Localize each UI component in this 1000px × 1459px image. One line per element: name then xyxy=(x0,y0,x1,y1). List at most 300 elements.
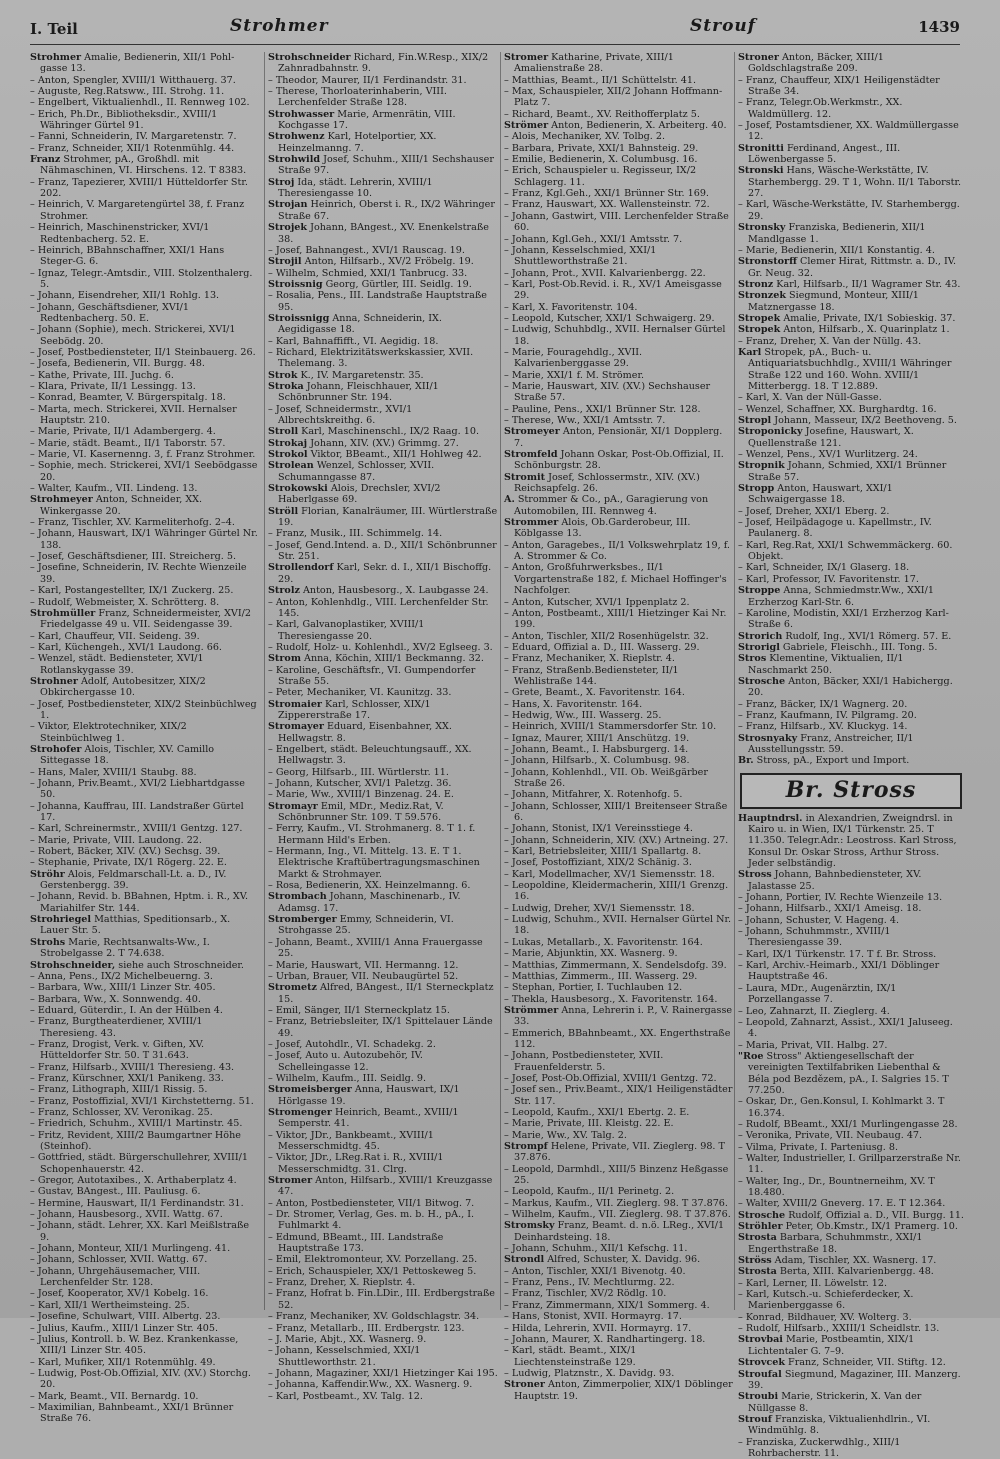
directory-entry: – Engelbert, städt. Beleuchtungsauff., XX. Hellwagstr. 3. xyxy=(268,743,472,767)
directory-entry: – Ludwig, Dreher, XV/1 Siemensstr. 18. xyxy=(504,902,695,914)
directory-entry: Stroll Karl, Maschinenschl., IX/2 Raag. 10. xyxy=(268,426,479,438)
directory-entry: – Marie, XXI/1 f. M. Strömer. xyxy=(504,369,645,381)
directory-entry: Strohwenz Karl, Hotelportier, XX. Heinzelmanng. 7. xyxy=(268,131,437,154)
directory-entry: Strollendorf Karl, Sekr. d. I., XII/1 Bischoffg. 29. xyxy=(268,562,492,585)
directory-entry: – Josefa, Bedienerin, VII. Burgg. 48. xyxy=(30,358,205,370)
directory-entry: – Franz, Schneider, XII/1 Rotenmühlg. 44. xyxy=(30,142,235,154)
directory-entry: Stronitti Ferdinand, Angest., III. Löwenbergasse 5. xyxy=(738,142,901,166)
directory-entry: Strolean Wenzel, Schlosser, XVII. Schumanngasse 87. xyxy=(268,460,435,483)
directory-entry: – Franz, Chauffeur, XIX/1 Heiligenstädter Straße 34. xyxy=(738,74,940,98)
directory-entry: – Urban, Brauer, VII. Neubaugürtel 52. xyxy=(268,970,459,982)
directory-entry: Strok K., IV. Margaretenstr. 35. xyxy=(268,369,424,381)
directory-entry: – Karl, IX/1 Türkenstr. 17. T f. Br. Stross. xyxy=(738,948,937,960)
directory-entry: – Marie, Private, II/1 Adambergerg. 4. xyxy=(30,426,216,438)
directory-entry: – Karl, Chauffeur, VII. Seideng. 39. xyxy=(30,630,200,642)
directory-entry: – Kathe, Private, III. Juchg. 6. xyxy=(30,369,174,381)
directory-entry: – Johann, Kesselschmied, XXI/1 Shuttleworthstr. 21. xyxy=(268,1345,421,1368)
directory-entry: Strommer Alois, Ob.Garderobeur, III. Köblgasse 13. xyxy=(504,517,691,540)
directory-entry: Strojil Anton, Hilfsarb., XV/2 Fröbelg. 19. xyxy=(268,256,474,268)
directory-entry: A. Strommer & Co., pA., Garagierung von Automobilen, III. Rennweg 4. xyxy=(504,494,709,517)
directory-entry: – Heinrich, XVIII/1 Stammersdorfer Str. 10. xyxy=(504,721,717,733)
directory-entry: – Josef, Schneidermstr., XVI/1 Albrechtskreithg. 6. xyxy=(268,403,413,426)
directory-entry: Stropp Anton, Hauswart, XXI/1 Schwaigergasse 18. xyxy=(738,483,893,506)
directory-entry: – Johann, Kgl.Geh., XXI/1 Amtsstr. 7. xyxy=(504,233,683,245)
directory-entry: – Johanna, Kauffrau, III. Landstraßer Gürtel 17. xyxy=(30,800,244,824)
directory-entry: – Heinrich, V. Margaretengürtel 38, f. Franz Strohmer. xyxy=(30,199,245,222)
directory-entry: – Karl, Schreinermstr., XVIII/1 Gentzg. 127. xyxy=(30,823,243,835)
directory-entry: – Matthias, Zimmerm., III. Wasserg. 29. xyxy=(504,970,698,982)
directory-entry: – Karl, Professor, IV. Favoritenstr. 17. xyxy=(738,573,919,585)
directory-entry: Stronz Karl, Hilfsarb., II/1 Wagramer Str. 43. xyxy=(738,278,961,290)
directory-entry: Stroubi Marie, Strickerin, X. Van der Nüllgasse 8. xyxy=(738,1391,922,1414)
directory-entry: – Johann, Hilfsarb., X. Columbusg. 98. xyxy=(504,755,690,767)
directory-entry: – Johann, Kohlenhdl., VII. Ob. Weißgärber Straße 26. xyxy=(504,766,708,789)
directory-entry: – Karl, Archiv.-Heimarb., XXI/1 Döblinger Hauptstraße 46. xyxy=(738,960,940,983)
directory-entry: – Walter, Industrieller, I. Grillparzerstraße Nr. 11. xyxy=(738,1152,961,1176)
directory-entry: – Johann, Mitfahrer, X. Rotenhofg. 5. xyxy=(504,789,683,801)
directory-entry: – Josef, Geschäftsdiener, III. Streicherg. 5. xyxy=(30,551,237,563)
directory-entry: – Barbara, Ww., X. Sonnwendg. 40. xyxy=(30,993,201,1005)
directory-entry: – Emil, Elektromonteur, XV. Porzellang. 25. xyxy=(268,1254,478,1266)
directory-entry: Stroponicky Josefine, Hauswart, X. Quellenstraße 121. xyxy=(738,426,914,449)
directory-entry: – Ludwig, Platznstr., X. Davidg. 93. xyxy=(504,1367,675,1379)
directory-entry: – Josef, Postoffiziant, XIX/2 Schänig. 3. xyxy=(504,857,692,869)
directory-entry: – Johann, Gastwirt, VIII. Lerchenfelder Straße 60. xyxy=(504,210,729,234)
directory-entry: Ströhr Alois, Feldmarschall-Lt. a. D., IV. Gerstenbergg. 39. xyxy=(30,868,227,892)
left-running-head: Strohmer xyxy=(230,16,329,36)
directory-entry: – Peter, Mechaniker, VI. Kaunitzg. 33. xyxy=(268,687,452,699)
page-header xyxy=(30,16,960,46)
directory-entry: – Rudolf, Webmeister, X. Schrötterg. 8. xyxy=(30,596,220,608)
directory-entry: – Veronika, Private, VII. Neubaug. 47. xyxy=(738,1130,923,1142)
directory-entry: – Marie, VI. Kasernenng. 3, f. Franz Strohmer. xyxy=(30,449,256,461)
directory-entry: – Franz, Drogist, Verk. v. Giften, XV. Hütteldorfer Str. 50. T 31.643. xyxy=(30,1038,205,1062)
directory-entry: Strosche Rudolf, Offizial a. D., VII. Burgg. 11. xyxy=(738,1209,964,1221)
directory-entry: – Marie, Hauswart, VII. Hermanng. 12. xyxy=(268,959,459,971)
directory-entry: – Marie, Private, VIII. Laudong. 22. xyxy=(30,834,202,846)
directory-entry: Stropek Anton, Hilfsarb., X. Quarinplatz 1. xyxy=(738,324,950,336)
directory-entry: – Franz, Hauswart, XX. Wallensteinstr. 72. xyxy=(504,199,710,211)
directory-entry: – Karl, Bahnaffifft., VI. Aegidig. 18. xyxy=(268,335,439,347)
directory-entry: – Leopold, Kaufm., XXI/1 Ebertg. 2. E. xyxy=(504,1106,690,1118)
directory-entry: – Ignaz, Telegr.-Amtsdir., VIII. Stolzenthalerg. 5. xyxy=(30,267,253,290)
directory-entry: – Ludwig, Schuhm., XVII. Hernalser Gürtel Nr. 18. xyxy=(504,914,732,937)
directory-entry: – Karl, Schneider, IX/1 Glaserg. 18. xyxy=(738,562,910,574)
directory-entry: – Maximilian, Bahnbeamt., XXI/1 Brünner Straße 76. xyxy=(30,1401,234,1425)
directory-entry: Strojan Heinrich, Oberst i. R., IX/2 Währinger Straße 67. xyxy=(268,199,495,222)
directory-entry: – Karl, Postangestellter, IX/1 Zuckerg. 25. xyxy=(30,585,234,597)
right-running-head: Strouf xyxy=(690,16,757,36)
directory-entry: – Johann, Beamt., I. Habsburgerg. 14. xyxy=(504,743,689,755)
directory-entry: – Walter, XVIII/2 Gneverg. 17. E. T 12.364. xyxy=(738,1198,946,1210)
directory-entry: – Dr. Stromer, Verlag, Ges. m. b. H., pA., I. Fuhlmarkt 4. xyxy=(268,1209,475,1232)
directory-entry: – Theodor, Maurer, II/1 Ferdinandstr. 31. xyxy=(268,74,467,86)
directory-entry: Strömer Anton, Bedienerin, X. Arbeiterg. 40. xyxy=(504,120,727,132)
directory-entry: Stromayer Eduard, Eisenbahner, XX. Hellwagstr. 8. xyxy=(268,721,452,744)
header-rule xyxy=(30,44,960,45)
directory-entry: – Oskar, Dr., Gen.Konsul, I. Kohlmarkt 3. T 16.374. xyxy=(738,1096,945,1119)
directory-column-2 xyxy=(264,52,498,1402)
directory-entry: – Stephan, Portier, I. Tuchlauben 12. xyxy=(504,982,683,994)
directory-entry: Stroka Johann, Fleischhauer, XII/1 Schönbrunner Str. 194. xyxy=(268,380,439,404)
directory-entry: – Anton, Kohlenhdlg., VIII. Lerchenfelder Str. 145. xyxy=(268,596,489,619)
directory-entry: – Rosalia, Pens., III. Landstraße Hauptstraße 95. xyxy=(268,290,487,313)
directory-entry: – Emmerich, BBahnbeamt., XX. Engerthstraße 112. xyxy=(504,1027,731,1050)
directory-entry: – Grete, Beamt., X. Favoritenstr. 164. xyxy=(504,687,685,699)
directory-entry: – Wenzel, städt. Bediensteter, XVI/1 Rotlanskygasse 39. xyxy=(30,653,204,676)
directory-entry: – Hilda, Lehrerin, XVII. Hormayrg. 17. xyxy=(504,1322,692,1334)
directory-entry: – Josef, Kooperator, XV/1 Kobelg. 16. xyxy=(30,1288,209,1300)
directory-entry: Strompf Helene, Private, VII. Zieglerg. 98. T 37.876. xyxy=(504,1141,725,1164)
directory-entry: – Franz, Schlosser, XV. Veronikag. 25. xyxy=(30,1106,213,1118)
directory-entry: – Johann, Priv.Beamt., XVI/2 Liebhartdgasse 50. xyxy=(30,778,245,801)
directory-entry: – Franz, Telegr.Ob.Werkmstr., XX. Waldmüllerg. 12. xyxy=(738,97,903,120)
directory-entry: – Johann, Monteur, XII/1 Murlingeng. 41. xyxy=(30,1243,231,1255)
directory-entry: – Josef, Postamtsdiener, XX. Waldmüllergasse 12. xyxy=(738,120,959,143)
directory-entry: – Johann, Portier, IV. Rechte Wienzeile 13. xyxy=(738,892,943,904)
directory-entry: – Julius, Kaufm., XIII/1 Linzer Str. 405. xyxy=(30,1322,219,1334)
directory-entry: – Ignaz, Maurer, XIII/1 Anschützg. 19. xyxy=(504,732,690,744)
directory-entry: Stropek Amalie, Private, IX/1 Sobieskig. 37. xyxy=(738,312,956,324)
directory-entry: – Anton, Postbeamt., XIII/1 Hietzinger Kai Nr. 199. xyxy=(504,607,727,631)
directory-entry: Strohriegel Matthias, Speditionsarb., X. Lauer Str. 5. xyxy=(30,914,231,937)
directory-entry: Stromer Anton, Hilfsarb., XVIII/1 Kreuzgasse 47. xyxy=(268,1175,493,1198)
directory-entry: – Johann, Schlosser, XIII/1 Breitenseer Straße 6. xyxy=(504,800,728,824)
advertisement-box: Br. Stross xyxy=(740,773,962,809)
directory-entry: – Josef, Postbediensteter, XIX/2 Steinbüchlweg 1. xyxy=(30,698,257,721)
directory-entry: Stromeisberger Anna, Hauswart, IX/1 Hörlgasse 19. xyxy=(268,1084,460,1107)
directory-entry: – Eduard, Güterdir., I. An der Hülben 4. xyxy=(30,1004,223,1016)
directory-entry: Stropnik Johann, Schmied, XXI/1 Brünner Straße 57. xyxy=(738,460,947,483)
directory-entry: – Karl, Mufiker, XII/1 Rotenmühlg. 49. xyxy=(30,1356,216,1368)
directory-entry: Strondl Alfred, Schuster, X. Davidg. 96. xyxy=(504,1254,701,1266)
directory-entry: – Marie, Ww., XVIII/1 Binzenag. 24. E. xyxy=(268,789,454,801)
directory-entry: Ströss Adam, Tischler, XX. Wasnerg. 17. xyxy=(738,1255,937,1267)
directory-entry: – Alois, Mechaniker, XV. Tolbg. 2. xyxy=(504,131,666,143)
directory-entry: Stromenger Heinrich, Beamt., XVIII/1 Semperstr. 41. xyxy=(268,1106,459,1130)
directory-entry: – Lukas, Metallarb., X. Favoritenstr. 164. xyxy=(504,936,703,948)
directory-entry: – Franz, Betriebsleiter, IX/1 Spittelauer Lände 49. xyxy=(268,1016,493,1039)
directory-entry: – Karl, Kutsch.-u. Schieferdecker, X. Marienberggasse 6. xyxy=(738,1289,914,1312)
directory-entry: – Anna, Pens., IX/2 Michelbeuerng. 3. xyxy=(30,970,213,982)
directory-entry: Strohofer Alois, Tischler, XV. Camillo Sittegasse 18. xyxy=(30,743,215,767)
directory-entry: – Franz, Kaufmann, IV. Pilgramg. 20. xyxy=(738,709,917,721)
directory-column-4 xyxy=(734,52,964,1459)
directory-entry: Karl Stropek, pA., Buch- u. Antiquariatsbuchhdlg., XVIII/1 Währinger Straße 122 und 160. Wohn. XVIII/1 Mitterbergg. 18. T 12.889. xyxy=(738,346,952,392)
directory-entry: – Konrad, Bildhauer, XV. Wolterg. 3. xyxy=(738,1311,912,1323)
directory-entry: Stroissnigg Anna, Schneiderin, IX. Aegidigasse 18. xyxy=(268,312,442,336)
directory-entry: – Johann, Uhrgehäusemacher, VIII. Lerchenfelder Str. 128. xyxy=(30,1265,201,1289)
directory-entry: – Johann, Kesselschmied, XXI/1 Shuttleworthstraße 21. xyxy=(504,244,657,268)
directory-entry: – Gregor, Autotaxibes., X. Arthaberplatz 4. xyxy=(30,1175,237,1187)
directory-entry: Strohwasser Marie, Armenrätin, VIII. Kochgasse 17. xyxy=(268,108,456,132)
directory-entry: – Wilhelm, Kaufm., III. Seidlg. 9. xyxy=(268,1072,427,1084)
directory-entry: – Johann, städt. Lehrer, XX. Karl Meißlstraße 9. xyxy=(30,1220,250,1243)
directory-entry: – Georg, Hilfsarb., III. Würtlerstr. 11. xyxy=(268,766,449,778)
directory-entry: – Hermine, Hauswart, II/1 Ferdinandstr. 31. xyxy=(30,1197,244,1209)
directory-entry: – Erich, Schauspieler u. Regisseur, IX/2 Schlagerg. 11. xyxy=(504,165,697,188)
directory-entry: – Karoline, Modistin, XXI/1 Erzherzog Karl-Straße 6. xyxy=(738,607,949,631)
directory-entry: – Marie, Abjunktin, XX. Wasnerg. 9. xyxy=(504,948,678,960)
directory-entry: Strohmeyer Anton, Schneider, XX. Winkergasse 20. xyxy=(30,494,203,517)
directory-entry: – Karl, städt. Beamt., XIX/1 Liechtensteinstraße 129. xyxy=(504,1345,637,1368)
directory-entry: – Rosa, Bedienerin, XX. Heinzelmanng. 6. xyxy=(268,880,471,892)
directory-entry: – Gottfried, städt. Bürgerschullehrer, XVIII/1 Schopenhauerstr. 42. xyxy=(30,1152,248,1175)
directory-entry: – Johann, Geschäftsdiener, XVI/1 Redtenbacherg. 50. E. xyxy=(30,301,189,324)
directory-entry: – Stephanie, Private, IX/1 Rögerg. 22. E. xyxy=(30,857,227,869)
directory-entry: – Karl, Lerner, II. Löwelstr. 12. xyxy=(738,1277,888,1289)
directory-entry: – Johann, Postbediensteter, XVII. Frauenfelderstr. 5. xyxy=(504,1050,664,1073)
directory-entry: – Johanna, Kaffendir.Ww., XX. Wasnerg. 9. xyxy=(268,1379,473,1391)
directory-entry: – Rudolf, Hilfsarb., XXIII/1 Scheidlstr. 13. xyxy=(738,1323,940,1335)
directory-entry: – Konrad, Beamter, V. Bürgerspitalg. 18. xyxy=(30,392,226,404)
directory-entry: – Johann, Prot., XVII. Kalvarienbergg. 22. xyxy=(504,267,706,279)
directory-entry: – Fanni, Schneiderin, IV. Margaretenstr. 7. xyxy=(30,131,237,143)
directory-entry: – Franz, Tapezierer, XVIII/1 Hütteldorfer Str. 202. xyxy=(30,176,248,200)
directory-entry: – Emilie, Bedienerin, X. Columbusg. 16. xyxy=(504,154,698,166)
directory-entry: Stroner Anton, Bäcker, XIII/1 Goldschlagstraße 209. xyxy=(738,52,884,75)
directory-entry: – Laura, MDr., Augenärztin, IX/1 Porzellangasse 7. xyxy=(738,982,897,1006)
directory-entry: – Johann, Schuster, V. Hageng. 4. xyxy=(738,914,900,926)
directory-entry: – Franziska, Zuckerwdhlg., XIII/1 Rohrbacherstr. 11. xyxy=(738,1436,901,1459)
directory-entry: – Josef, Gend.Intend. a. D., XII/1 Schönbrunner Str. 251. xyxy=(268,539,497,563)
directory-entry: – Anton, Postbediensteter, VII/1 Bitwog. 7. xyxy=(268,1197,475,1209)
directory-entry: Stroufal Siegmund, Magaziner, III. Manzerg. 39. xyxy=(738,1368,961,1391)
directory-entry: – Karl, X. Favoritenstr. 104. xyxy=(504,301,638,313)
directory-entry: – Leopold, Zahnarzt, Assist., XXI/1 Jaluseeg. 4. xyxy=(738,1016,953,1040)
directory-entry: Strojek Johann, BAngest., XV. Enenkelstraße 38. xyxy=(268,222,489,245)
directory-entry: – Johann, Schneiderin, XIV. (XV.) Artneing. 27. xyxy=(504,834,729,846)
directory-entry: – Franz, Pens., IV. Mechtlurmg. 22. xyxy=(504,1277,675,1289)
directory-entry: – Viktor, JDr., Bankbeamt., XVIII/1 Messerschmidtg. 45. xyxy=(268,1129,434,1152)
directory-entry: Stroj Ida, städt. Lehrerin, XVIII/1 Theresiengasse 10. xyxy=(268,176,433,200)
directory-entry: – Franz, Bäcker, IX/1 Wagnerg. 20. xyxy=(738,698,908,710)
directory-entry: – Therese, Thorloaterinhaberin, VIII. Lerchenfelder Straße 128. xyxy=(268,86,447,109)
directory-entry: – Leo, Zahnarzt, II. Zieglerg. 4. xyxy=(738,1005,890,1017)
directory-entry: – Johann, Schuhm., XII/1 Kefschg. 11. xyxy=(504,1243,688,1255)
directory-entry: Stromayr Emil, MDr., Mediz.Rat, V. Schönbrunner Str. 109. T 59.576. xyxy=(268,800,444,824)
directory-entry: – Johann, Schlosser, XVII. Wattg. 67. xyxy=(30,1254,208,1266)
directory-entry: – Thekla, Hausbesorg., X. Favoritenstr. 164. xyxy=(504,993,718,1005)
directory-entry: Strohschneider Richard, Fin.W.Resp., XIX/2 Zahnradbahnstr. 9. xyxy=(268,52,489,75)
directory-entry: – Erich, Ph.Dr., Bibliotheksdir., XVIII/1 Währinger Gürtel 91. xyxy=(30,108,218,132)
directory-entry: – Vilma, Private, I. Parteniusg. 8. xyxy=(738,1141,899,1153)
directory-entry: – Matthias, Zimmermann, X. Sendelsdofg. 39. xyxy=(504,959,727,971)
directory-entry: – Walter, Ing., Dr., Bountnerneihm, XV. T 18.480. xyxy=(738,1175,935,1198)
directory-entry: Stromsky Franz, Beamt. d. n.ö. LReg., XVI/1 Deinhardsteing. 18. xyxy=(504,1220,725,1243)
directory-entry: – Karl, Galvanoplastiker, XVIII/1 Theresiengasse 20. xyxy=(268,619,425,642)
directory-entry: – Hermann, Ing., VI. Mittelg. 13. E. T 1. Elektrische Kraftübertragungsmaschinen Markt & Strohmayer. xyxy=(268,846,480,880)
directory-entry: – Marie, Private, III. Kleistg. 22. E. xyxy=(504,1118,674,1130)
directory-entry: Stros Klementine, Viktualien, II/1 Naschmarkt 250. xyxy=(738,653,904,676)
directory-entry: Strohmer Amalie, Bedienerin, XII/1 Pohl-gasse 13. xyxy=(30,52,235,75)
directory-entry: Franz Strohmer, pA., Großhdl. mit Nähmaschinen, VI. Hirschens. 12. T 8383. xyxy=(30,154,247,177)
directory-entry: – Franz, Burgtheaterdiener, XVIII/1 Theresieng. 43. xyxy=(30,1016,203,1039)
directory-entry: Strokowski Alois, Drechsler, XVI/2 Haberlgasse 69. xyxy=(268,483,441,506)
directory-entry: – Friedrich, Schuhm., XVIII/1 Martinstr. 45. xyxy=(30,1118,243,1130)
directory-entry: – Mark, Beamt., VII. Bernardg. 10. xyxy=(30,1390,199,1402)
directory-entry: – Fritz, Revident, XIII/2 Baumgartner Höhe (Steinhof). xyxy=(30,1129,241,1152)
directory-entry: – Marie, Ww., XV. Talg. 2. xyxy=(504,1129,627,1141)
directory-entry: Br. Stross, pA., Export und Import. xyxy=(738,755,910,767)
directory-entry: Stropl Johann, Masseur, IX/2 Beethoveng. 5. xyxy=(738,415,957,426)
directory-entry: – Eduard, Offizial a. D., III. Wasserg. 29. xyxy=(504,641,700,653)
directory-entry: – Matthias, Beamt., II/1 Schüttelstr. 41. xyxy=(504,74,697,86)
directory-entry: Strolz Anton, Hausbesorg., X. Laubgasse 24. xyxy=(268,585,489,597)
directory-entry: Strohmüller Franz, Schneidermeister, XVI/2 Friedelgasse 49 u. VII. Seidengasse 39. xyxy=(30,607,251,631)
directory-entry: – Anton, Kutscher, XVI/1 Ippenplatz 2. xyxy=(504,596,690,608)
directory-entry: Stross Johann, Bahnbediensteter, XV. Jalastasse 25. xyxy=(738,869,922,892)
directory-entry: – Johann (Sophie), mech. Strickerei, XVI/1 Seebödg. 20. xyxy=(30,324,236,347)
directory-entry: Strosche Anton, Bäcker, XXI/1 Habichergg. 20. xyxy=(738,675,953,699)
directory-entry: – Johann, Beamt., XVIII/1 Anna Frauergasse 25. xyxy=(268,936,483,960)
directory-entry: Strombach Johann, Maschinenarb., IV. Adamsg. 17. xyxy=(268,891,461,914)
directory-entry: Stromaier Karl, Schlosser, XIX/1 Zippererstraße 17. xyxy=(268,698,431,721)
directory-entry: Strokaj Johann, XIV. (XV.) Grimmg. 27. xyxy=(268,437,459,449)
directory-entry: – Johann, Kutscher, XVI/1 Paletzg. 36. xyxy=(268,778,452,789)
directory-entry: Ströll Florian, Kanalräumer, III. Würtlerstraße 19. xyxy=(268,505,498,529)
directory-columns xyxy=(30,52,964,1459)
directory-entry: – Heinrich, Maschinenstricker, XVI/1 Redtenbacherg. 52. E. xyxy=(30,222,210,245)
directory-entry: Strouf Franziska, Viktualienhdlrin., VI. Windmühlg. 8. xyxy=(738,1413,931,1437)
directory-entry: – Richard, Beamt., XV. Reithofferplatz 5. xyxy=(504,108,700,120)
directory-entry: – Johann, Stonist, IX/1 Vereinsstiege 4. xyxy=(504,823,693,835)
directory-entry: – J. Marie, Abjt., XX. Wasnerg. 9. xyxy=(268,1333,427,1345)
directory-entry: – Franz, Dreher, X. Rieplstr. 4. xyxy=(268,1277,416,1289)
directory-entry: – Engelbert, Viktualienhdl., II. Rennweg 102. xyxy=(30,97,250,109)
directory-entry: Stroppe Anna, Schmiedmstr.Ww., XXI/1 Erzherzog Karl-Str. 6. xyxy=(738,585,934,608)
directory-entry: – Franz, Hofrat b. Fin.LDir., III. Erdbergstraße 52. xyxy=(268,1288,495,1311)
directory-entry: Strohner Adolf, Autobesitzer, XIX/2 Obkirchergasse 10. xyxy=(30,675,206,699)
directory-entry: – Karoline, Geschäftsfr., VI. Gumpendorfer Straße 55. xyxy=(268,664,476,687)
directory-entry: – Karl, Reg.Rat, XXI/1 Schwemmäckerg. 60. Objekt. xyxy=(738,539,953,563)
directory-entry: – Johann, Magaziner, XXI/1 Hietzinger Kai 195. xyxy=(268,1367,498,1379)
directory-entry: Stroissnig Georg, Gürtler, III. Seidlg. 19. xyxy=(268,278,472,290)
directory-entry: – Emil, Sänger, II/1 Sterneckplatz 15. xyxy=(268,1004,450,1016)
directory-entry: – Sophie, mech. Strickerei, XVI/1 Seebödgasse 20. xyxy=(30,460,258,483)
directory-entry: – Maria, Privat, VII. Halbg. 27. xyxy=(738,1039,888,1051)
directory-entry: – Franz, Tischler, XV. Karmeliterhofg. 2–4. xyxy=(30,517,235,529)
directory-entry: – Leopoldine, Kleidermacherin, XIII/1 Grenzg. 16. xyxy=(504,880,729,903)
directory-entry: – Anton, Spengler, XVIII/1 Witthauerg. 37. xyxy=(30,74,236,86)
directory-entry: Strorigl Gabriele, Fleischh., III. Tong. 5. xyxy=(738,641,938,653)
directory-entry: – Rudolf, Holz- u. Kohlenhdl., XV/2 Eglseeg. 3. xyxy=(268,641,493,653)
directory-entry: – Marie, Hauswart, XIV. (XV.) Sechshauser Straße 57. xyxy=(504,380,711,404)
directory-entry: – Franz, Kgl.Geh., XXI/1 Brünner Str. 169. xyxy=(504,188,709,200)
directory-entry: Strometz Alfred, BAngest., II/1 Sterneckplatz 15. xyxy=(268,982,494,1005)
directory-entry: – Heinrich, BBahnschaffner, XXI/1 Hans Steger-G. 6. xyxy=(30,244,225,268)
directory-entry: Strohs Marie, Rechtsanwalts-Ww., I. Strobelgasse 2. T 74.638. xyxy=(30,936,210,960)
directory-entry: Strosta Berta, XIII. Kalvarienbergg. 48. xyxy=(738,1266,934,1278)
directory-entry: Strömmer Anna, Lehrerin i. P., V. Rainergasse 33. xyxy=(504,1004,733,1028)
directory-column-3 xyxy=(500,52,734,1402)
directory-entry: – Johann, Hausbesorg., XVII. Wattg. 67. xyxy=(30,1209,223,1221)
directory-entry: – Karl, Küchengeh., XVI/1 Laudong. 66. xyxy=(30,641,222,653)
directory-entry: – Hedwig, Ww., III. Wasserg. 25. xyxy=(504,709,662,721)
part-label: I. Teil xyxy=(30,20,78,38)
directory-entry: – Hans, Maler, XVIII/1 Staubg. 88. xyxy=(30,766,197,778)
directory-entry: – Franz, Tischler, XV/2 Rödlg. 10. xyxy=(504,1288,667,1300)
directory-entry: – Anton, Großfuhrwerksbes., II/1 Vorgartenstraße 182, f. Michael Hoffinger's Nachfolger. xyxy=(504,562,727,597)
directory-entry: – Johann, Hilfsarb., XXI/1 Ameisg. 18. xyxy=(738,903,922,915)
directory-entry: Hauptndrsl. in Alexandrien, Zweigndrsl. in Kairo u. in Wien, IX/1 Türkenstr. 25. T 11.350. Telegr.Adr.: Leostross. Karl Stross, Konsul Dr. Oskar Stross, Arthur Stross. Jeder selbständig. xyxy=(738,812,957,870)
directory-entry: – Wilhelm, Kaufm., VII. Zieglerg. 98. T 37.876. xyxy=(504,1209,731,1221)
directory-entry: – Karl, XII/1 Wertheimsteing. 25. xyxy=(30,1299,190,1311)
directory-entry: – Josef, Bahnangest., XVI/1 Rauscag. 19. xyxy=(268,244,465,256)
directory-entry: Strosnyaky Franz, Anstreicher, II/1 Ausstellungsstr. 59. xyxy=(738,732,914,755)
directory-entry: – Therese, Ww., XXI/1 Amtsstr. 7. xyxy=(504,415,666,426)
directory-entry: Strorich Rudolf, Ing., XVI/1 Römerg. 57. E. xyxy=(738,630,952,642)
directory-entry: Stromberger Emmy, Schneiderin, VI. Strohgasse 25. xyxy=(268,914,454,937)
directory-entry: Stronzek Siegmund, Monteur, XIII/1 Matznergasse 18. xyxy=(738,290,919,313)
directory-entry: – Max, Schauspieler, XII/2 Johann Hoffmann-Platz 7. xyxy=(504,86,723,109)
directory-entry: – Julius, Kontroll. b. W. Bez. Krankenkasse, XIII/1 Linzer Str. 405. xyxy=(30,1333,239,1357)
directory-entry: – Pauline, Pens., XXI/1 Brünner Str. 128. xyxy=(504,403,701,415)
directory-entry: – Robert, Bäcker, XIV. (XV.) Sechsg. 39. xyxy=(30,846,221,858)
directory-entry: Stroner Anton, Zimmerpolier, XIX/1 Döblinger Hauptstr. 19. xyxy=(504,1379,733,1402)
directory-entry: – Karl, X. Van der Nüll-Gasse. xyxy=(738,392,882,404)
directory-entry: – Anton, Tischler, XXI/1 Bivenotg. 40. xyxy=(504,1265,686,1277)
directory-entry: – Erich, Schauspieler, XX/1 Pettoskeweg 5. xyxy=(268,1265,477,1277)
directory-entry: – Johann, Hauswart, IX/1 Währinger Gürtel Nr. 138. xyxy=(30,528,258,551)
directory-entry: – Franz, Kürschner, XXI/1 Panikeng. 33. xyxy=(30,1072,224,1084)
directory-entry: – Franz, Straßenb.Bediensteter, II/1 Wehlistraße 144. xyxy=(504,664,679,687)
directory-entry: – Franz, Postoffizial, XVI/1 Kirchstetterng. 51. xyxy=(30,1095,254,1107)
directory-entry: – Karl, Betriebsleiter, XIII/1 Spallartg. 8. xyxy=(504,846,702,858)
directory-entry: Ströhler Peter, Ob.Kmstr., IX/1 Pramerg. 10. xyxy=(738,1221,958,1233)
directory-entry: – Karl, Modellmacher, XV/1 Siemensstr. 18. xyxy=(504,868,715,880)
directory-entry: – Karl, Post-Ob.Revid. i. R., XV/1 Ameisgasse 29. xyxy=(504,278,722,302)
directory-entry: – Marie, Bedienerin, XII/1 Konstantig. 4. xyxy=(738,244,935,256)
directory-entry: – Franz, Musik., III. Schimmelg. 14. xyxy=(268,528,443,540)
directory-entry: – Hans, X. Favoritenstr. 164. xyxy=(504,698,643,710)
directory-entry: – Hans, Stonist, XVII. Hormayrg. 17. xyxy=(504,1311,682,1323)
directory-entry: – Viktor, Elektrotechniker, XIX/2 Steinbüchlweg 1. xyxy=(30,721,187,744)
directory-entry: – Franz, Dreher, X. Van der Nüllg. 43. xyxy=(738,335,922,347)
directory-entry: – Ferry, Kaufm., VI. Strohmanerg. 8. T 1. f. Hermann Hild's Erben. xyxy=(268,823,476,846)
directory-entry: – Johann, Maurer, X. Randhartingerg. 18. xyxy=(504,1333,706,1345)
directory-entry: – Leopold, Kutscher, XXI/1 Schwaigerg. 29. xyxy=(504,312,715,324)
directory-entry: Strovbai Marie, Postbeamtin, XIX/1 Lichtentaler G. 7–9. xyxy=(738,1334,915,1357)
directory-entry: – Johann, Eisendreher, XII/1 Rohlg. 13. xyxy=(30,290,220,302)
directory-entry: – Josef, Post-Ob.Offizial, XVIII/1 Gentzg. 72. xyxy=(504,1072,717,1084)
directory-entry: – Anton, Garagebes., II/1 Volkswehrplatz 19, f. A. Strommer & Co. xyxy=(504,539,730,563)
directory-entry: – Johann, Revid. b. BBahnen, Hptm. i. R., XV. Mariahilfer Str. 144. xyxy=(30,891,249,914)
directory-entry: – Ludwig, Schuhbdlg., XVII. Hernalser Gürtel 18. xyxy=(504,324,726,347)
directory-entry: – Leopold, Kaufm., II/1 Perinetg. 2. xyxy=(504,1186,675,1198)
directory-entry: Strom Anna, Köchin, XIII/1 Beckmanng. 32. xyxy=(268,653,484,665)
directory-entry: Stromfeld Johann Oskar, Post-Ob.Offizial, II. Schönburgstr. 28. xyxy=(504,449,724,472)
directory-entry: – Franz, Mechaniker, X. Rieplstr. 4. xyxy=(504,653,675,665)
directory-entry: Stromit Josef, Schlossermstr., XIV. (XV.) Reichsapfelg. 26. xyxy=(504,471,700,495)
directory-entry: Stronstorff Clemer Hirat, Rittmstr. a. D., IV. Gr. Neug. 32. xyxy=(738,256,957,279)
directory-entry: Strokol Viktor, BBeamt., XII/1 Hohlweg 42. xyxy=(268,449,482,461)
directory-entry: Strosta Barbara, Schuhmmstr., XXI/1 Engerthstraße 18. xyxy=(738,1232,923,1255)
directory-column-1 xyxy=(30,52,260,1425)
directory-entry: – Wenzel, Pens., XV/1 Wurlitzerg. 24. xyxy=(738,449,918,461)
directory-entry: – Walter, Kaufm., VII. Lindeng. 13. xyxy=(30,483,198,495)
directory-entry: – Franz, Zimmermann, XIX/1 Sommerg. 4. xyxy=(504,1299,710,1311)
directory-entry: Strohwild Josef, Schuhm., XIII/1 Sechshauser Straße 97. xyxy=(268,154,494,177)
directory-entry: – Marta, mech. Strickerei, XVII. Hernalser Hauptstr. 210. xyxy=(30,403,237,426)
directory-entry: – Klara, Private, II/1 Lessingg. 13. xyxy=(30,380,196,392)
directory-entry: – Karl, Wäsche-Werkstätte, IV. Starhembergg. 29. xyxy=(738,199,960,222)
directory-entry: – Josef, Dreher, XXI/1 Eberg. 2. xyxy=(738,505,890,517)
directory-entry: – Josef, Auto u. Autozubehör, IV. Schelleingasse 12. xyxy=(268,1050,423,1073)
directory-entry: – Barbara, Ww., XIII/1 Linzer Str. 405. xyxy=(30,982,216,994)
directory-entry: – Leopold, Darmhdl., XIII/5 Binzenz Heßgasse 25. xyxy=(504,1163,729,1187)
directory-entry: – Josef, Postbediensteter, II/1 Steinbauerg. 26. xyxy=(30,346,256,358)
